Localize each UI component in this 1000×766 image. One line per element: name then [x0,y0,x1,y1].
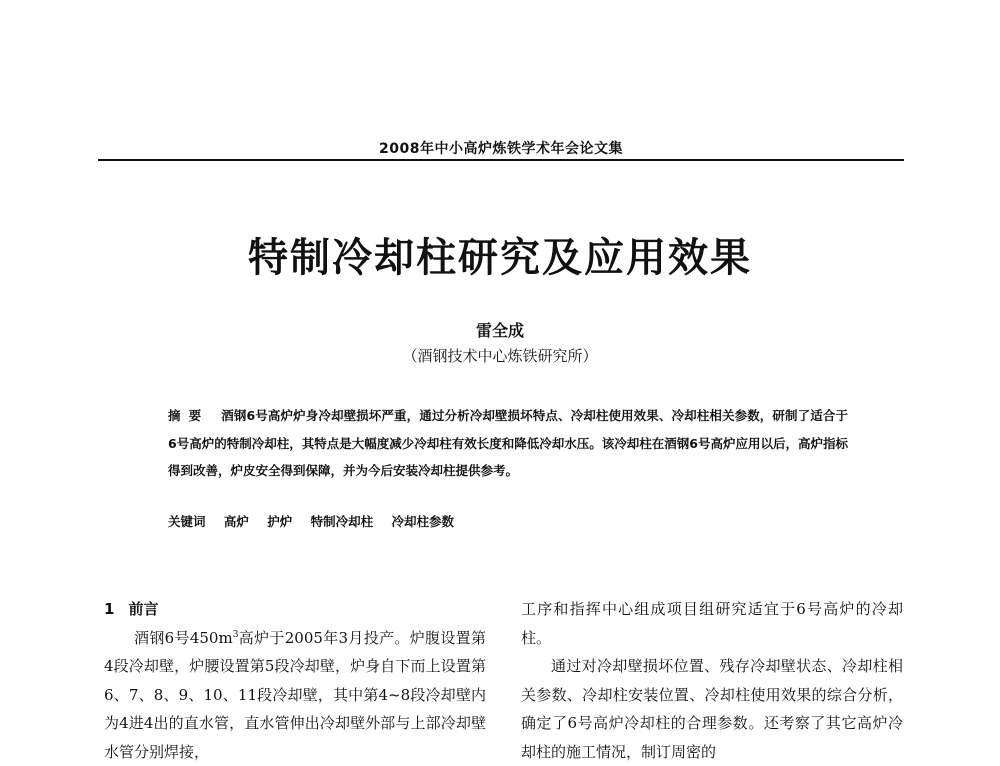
body-column-left [104,595,486,766]
abstract-text: 酒钢6号高炉炉身冷却壁损坏严重，通过分析冷却壁损坏特点、冷却柱使用效果、冷却柱相关参数，研制了适合于6号高炉的特制冷却柱，其特点是大幅度减少冷却柱有效长度和降低冷却水压。该冷却柱在酒钢6号高炉应用以后，高炉指标得到改善，炉皮安全得到保障，并为今后安装冷却柱提供参考。 [168,408,848,478]
header-rule [98,159,904,161]
author-name: 雷全成 [0,318,1000,341]
section-title: 前言 [128,600,158,618]
keyword: 高炉 [224,514,249,529]
section-heading [104,595,486,624]
para-text: 高炉于2005年3月投产。炉腹设置第4段冷却壁，炉腰设置第5段冷却壁，炉身自下而上设置第6、7、8、9、10、11段冷却壁，其中第4~8段冷却壁内为4进4出的直水管，直水管伸出冷却壁外部与上部冷却壁水管分别焊接， [104,629,486,761]
para-text: 酒钢6号450m [134,629,233,647]
keywords-label: 关键词 [168,514,206,529]
keyword: 特制冷却柱 [311,514,374,529]
superscript: 3 [233,630,239,640]
author-affiliation: （酒钢技术中心炼铁研究所） [0,345,1000,366]
section-number: 1 [104,600,114,618]
body-paragraph-continued: 工序和指挥中心组成项目组研究适宜于6号高炉的冷却柱。 [521,595,903,652]
body-paragraph [104,624,486,766]
keywords [168,512,848,530]
abstract-label: 摘要 [168,408,209,423]
abstract [168,402,848,485]
body-paragraph: 通过对冷却壁损坏位置、残存冷却壁状态、冷却柱相关参数、冷却柱安装位置、冷却柱使用效果的综合分析，确定了6号高炉冷却柱的合理参数。还考察了其它高炉冷却柱的施工情况，制订周密的 [521,652,903,766]
running-head: 2008年中小高炉炼铁学术年会论文集 [98,138,904,158]
paper-title: 特制冷却柱研究及应用效果 [0,226,1000,283]
body-column-right [521,595,903,766]
keyword: 护炉 [267,514,292,529]
keyword: 冷却柱参数 [392,514,455,529]
